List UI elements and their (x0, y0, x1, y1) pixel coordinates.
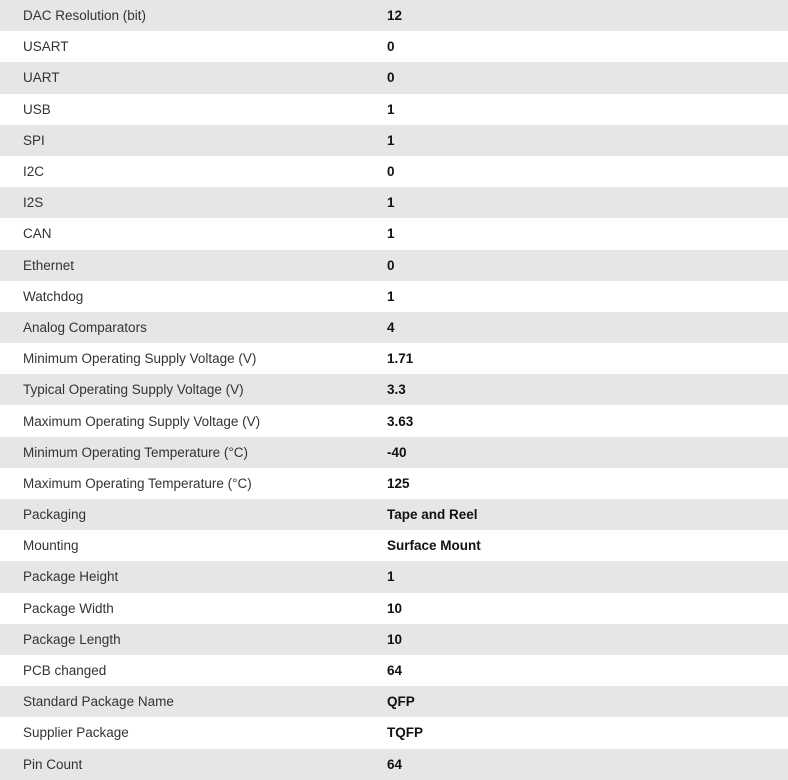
table-row (0, 530, 788, 561)
table-row (0, 686, 788, 717)
spec-value: 1 (387, 281, 788, 312)
spec-label: Supplier Package (0, 717, 387, 748)
spec-label: Mounting (0, 530, 387, 561)
spec-label: UART (0, 62, 387, 93)
table-row (0, 717, 788, 748)
spec-value: TQFP (387, 717, 788, 748)
spec-value: 10 (387, 624, 788, 655)
spec-value: QFP (387, 686, 788, 717)
spec-label: Standard Package Name (0, 686, 387, 717)
spec-value: 1 (387, 218, 788, 249)
spec-value: 0 (387, 156, 788, 187)
table-row (0, 749, 788, 780)
table-row (0, 374, 788, 405)
spec-value: 0 (387, 62, 788, 93)
table-row (0, 343, 788, 374)
spec-value: 1 (387, 187, 788, 218)
spec-label: CAN (0, 218, 387, 249)
spec-label: PCB changed (0, 655, 387, 686)
table-row (0, 281, 788, 312)
spec-label: SPI (0, 125, 387, 156)
spec-value: -40 (387, 437, 788, 468)
spec-label: Maximum Operating Supply Voltage (V) (0, 405, 387, 436)
spec-value: 0 (387, 31, 788, 62)
spec-value: 12 (387, 0, 788, 31)
spec-value: 1 (387, 125, 788, 156)
spec-label: Minimum Operating Supply Voltage (V) (0, 343, 387, 374)
table-row (0, 561, 788, 592)
table-row (0, 62, 788, 93)
spec-label: DAC Resolution (bit) (0, 0, 387, 31)
spec-value: 1 (387, 94, 788, 125)
spec-value: Surface Mount (387, 530, 788, 561)
spec-value: 10 (387, 593, 788, 624)
spec-label: USB (0, 94, 387, 125)
table-row (0, 187, 788, 218)
spec-value: 64 (387, 655, 788, 686)
table-row (0, 593, 788, 624)
table-row (0, 218, 788, 249)
table-row (0, 312, 788, 343)
table-row (0, 499, 788, 530)
spec-value: 0 (387, 250, 788, 281)
spec-value: 3.3 (387, 374, 788, 405)
spec-label: I2S (0, 187, 387, 218)
spec-value: 125 (387, 468, 788, 499)
table-row (0, 405, 788, 436)
spec-value: 1.71 (387, 343, 788, 374)
table-row (0, 624, 788, 655)
spec-label: Maximum Operating Temperature (°C) (0, 468, 387, 499)
spec-value: 64 (387, 749, 788, 780)
spec-label: Package Length (0, 624, 387, 655)
table-row (0, 125, 788, 156)
spec-label: I2C (0, 156, 387, 187)
spec-label: Analog Comparators (0, 312, 387, 343)
table-row (0, 156, 788, 187)
table-row (0, 31, 788, 62)
spec-value: 3.63 (387, 405, 788, 436)
spec-label: Package Height (0, 561, 387, 592)
spec-value: 1 (387, 561, 788, 592)
table-row (0, 655, 788, 686)
spec-label: Package Width (0, 593, 387, 624)
spec-label: Typical Operating Supply Voltage (V) (0, 374, 387, 405)
spec-label: USART (0, 31, 387, 62)
table-row (0, 437, 788, 468)
spec-label: Watchdog (0, 281, 387, 312)
spec-label: Packaging (0, 499, 387, 530)
spec-label: Ethernet (0, 250, 387, 281)
table-row (0, 468, 788, 499)
table-row (0, 0, 788, 31)
spec-label: Pin Count (0, 749, 387, 780)
spec-value: Tape and Reel (387, 499, 788, 530)
spec-label: Minimum Operating Temperature (°C) (0, 437, 387, 468)
table-row (0, 94, 788, 125)
spec-value: 4 (387, 312, 788, 343)
table-row (0, 250, 788, 281)
